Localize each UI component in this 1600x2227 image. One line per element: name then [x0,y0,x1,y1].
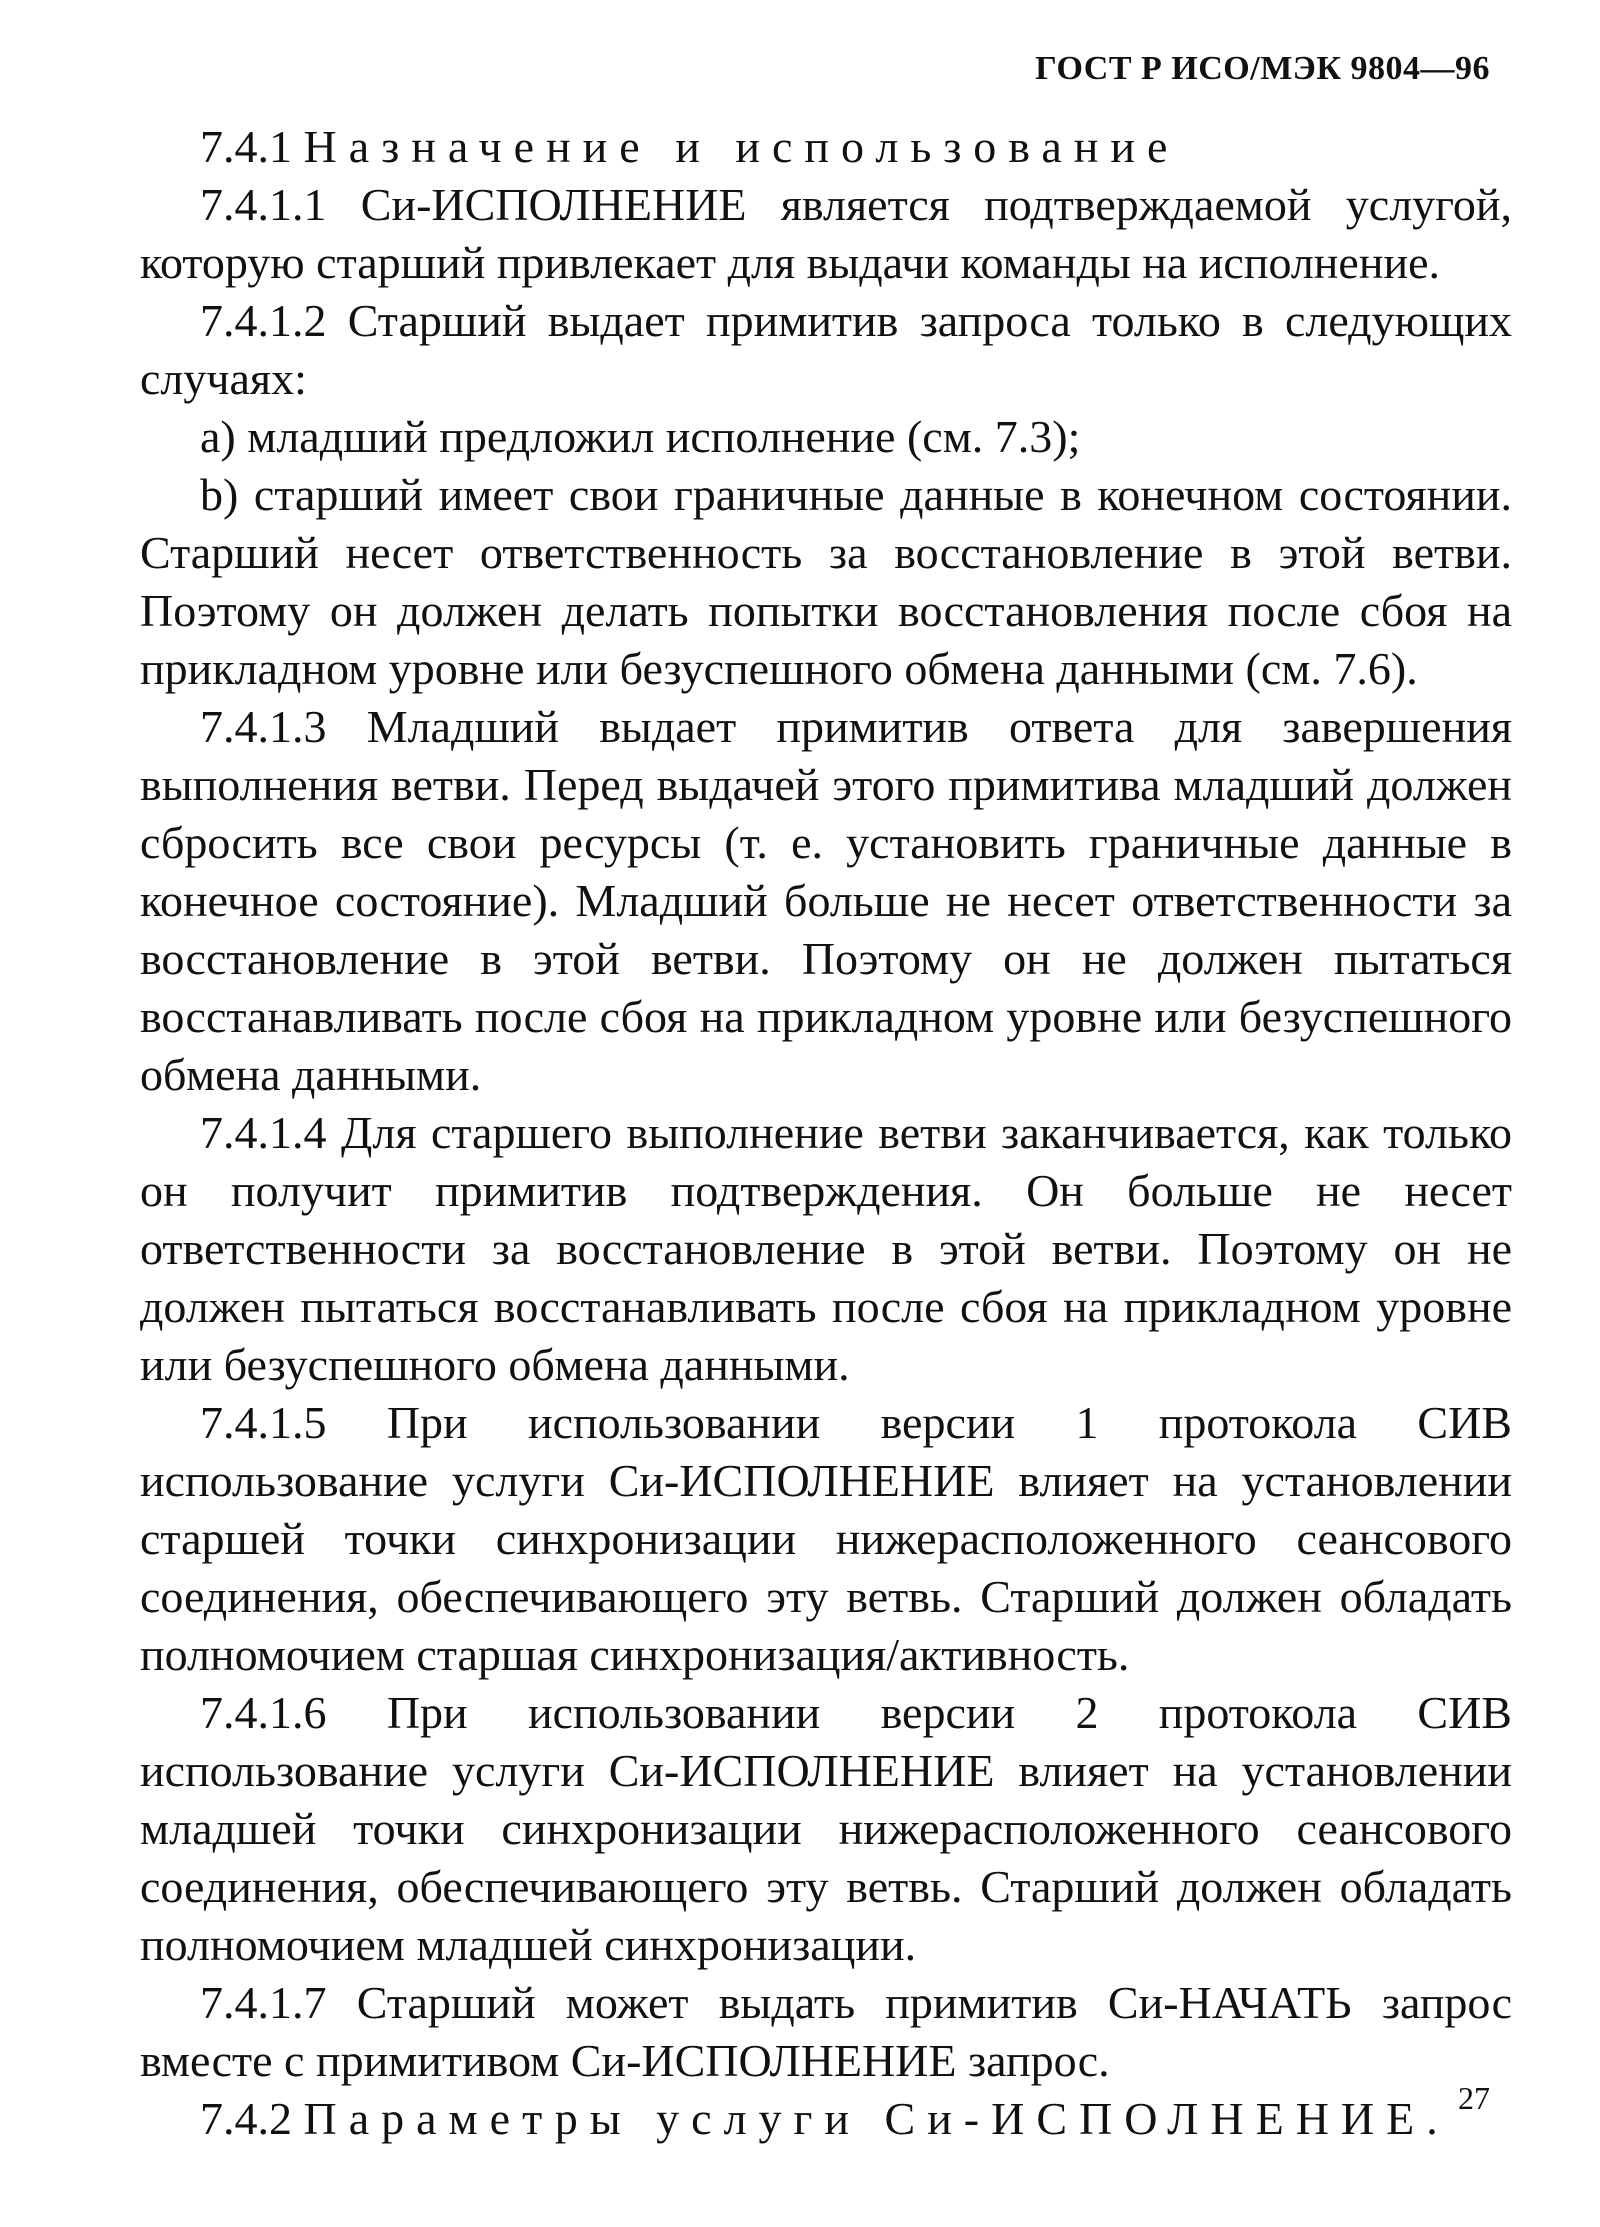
section-heading-7-4-1 [140,118,1512,176]
section-heading-7-4-2 [140,2090,1512,2148]
paragraph-7-4-1-6: 7.4.1.6 При использовании версии 2 протокола СИВ использование услуги Си-ИСПОЛНЕНИЕ влияет на установлении младшей точки синхронизации нижерасположенного сеансового соединения, обеспечивающего эту ветвь. Старший должен обладать полномочием младшей синхронизации. [140,1687,1512,1970]
section-number: 7.4.1 [200,121,292,172]
list-item-b: b) старший имеет свои граничные данные в конечном состоянии. Старший несет ответственность за восстановление в этой ветви. Поэтому он должен делать попытки восстановления после сбоя на прикладном уровне или безуспешного обмена данными (см. 7.6). [140,469,1512,694]
paragraph-7-4-1-7: 7.4.1.7 Старший может выдать примитив Си-НАЧАТЬ запрос вместе с примитивом Си-ИСПОЛНЕНИЕ запрос. [140,1977,1512,2086]
paragraph-7-4-1-3: 7.4.1.3 Младший выдает примитив ответа для завершения выполнения ветви. Перед выдачей этого примитива младший должен сбросить все свои ресурсы (т. е. установить граничные данные в конечное состояние). Младший больше не несет ответственности за восстановление в этой ветви. Поэтому он не должен пытаться восстанавливать после сбоя на прикладном уровне или безуспешного обмена данными. [140,701,1512,1100]
list-item-a: a) младший предложил исполнение (см. 7.3); [200,411,1081,462]
section-number: 7.4.2 [200,2093,292,2144]
paragraph-7-4-1-5: 7.4.1.5 При использовании версии 1 протокола СИВ использование услуги Си-ИСПОЛНЕНИЕ влияет на установлении старшей точки синхронизации нижерасположенного сеансового соединения, обеспечивающего эту ветвь. Старший должен обладать полномочием старшая синхронизация/активность. [140,1397,1512,1680]
section-title: Параметры услуги Си-ИСПОЛНЕНИЕ. [303,2093,1450,2144]
document-body [140,118,1512,2148]
paragraph-7-4-1-1: 7.4.1.1 Си-ИСПОЛНЕНИЕ является подтверждаемой услугой, которую старший привлекает для выдачи команды на исполнение. [140,179,1512,288]
paragraph-7-4-1-4: 7.4.1.4 Для старшего выполнение ветви заканчивается, как только он получит примитив подтверждения. Он больше не несет ответственности за восстановление в этой ветви. Поэтому он не должен пытаться восстанавливать после сбоя на прикладном уровне или безуспешного обмена данными. [140,1107,1512,1390]
section-title: Назначение и использование [303,121,1180,172]
page-header-standard: ГОСТ Р ИСО/МЭК 9804—96 [1035,50,1490,87]
paragraph-7-4-1-2: 7.4.1.2 Старший выдает примитив запроса только в следующих случаях: [140,295,1512,404]
page-number: 27 [1458,2080,1490,2116]
